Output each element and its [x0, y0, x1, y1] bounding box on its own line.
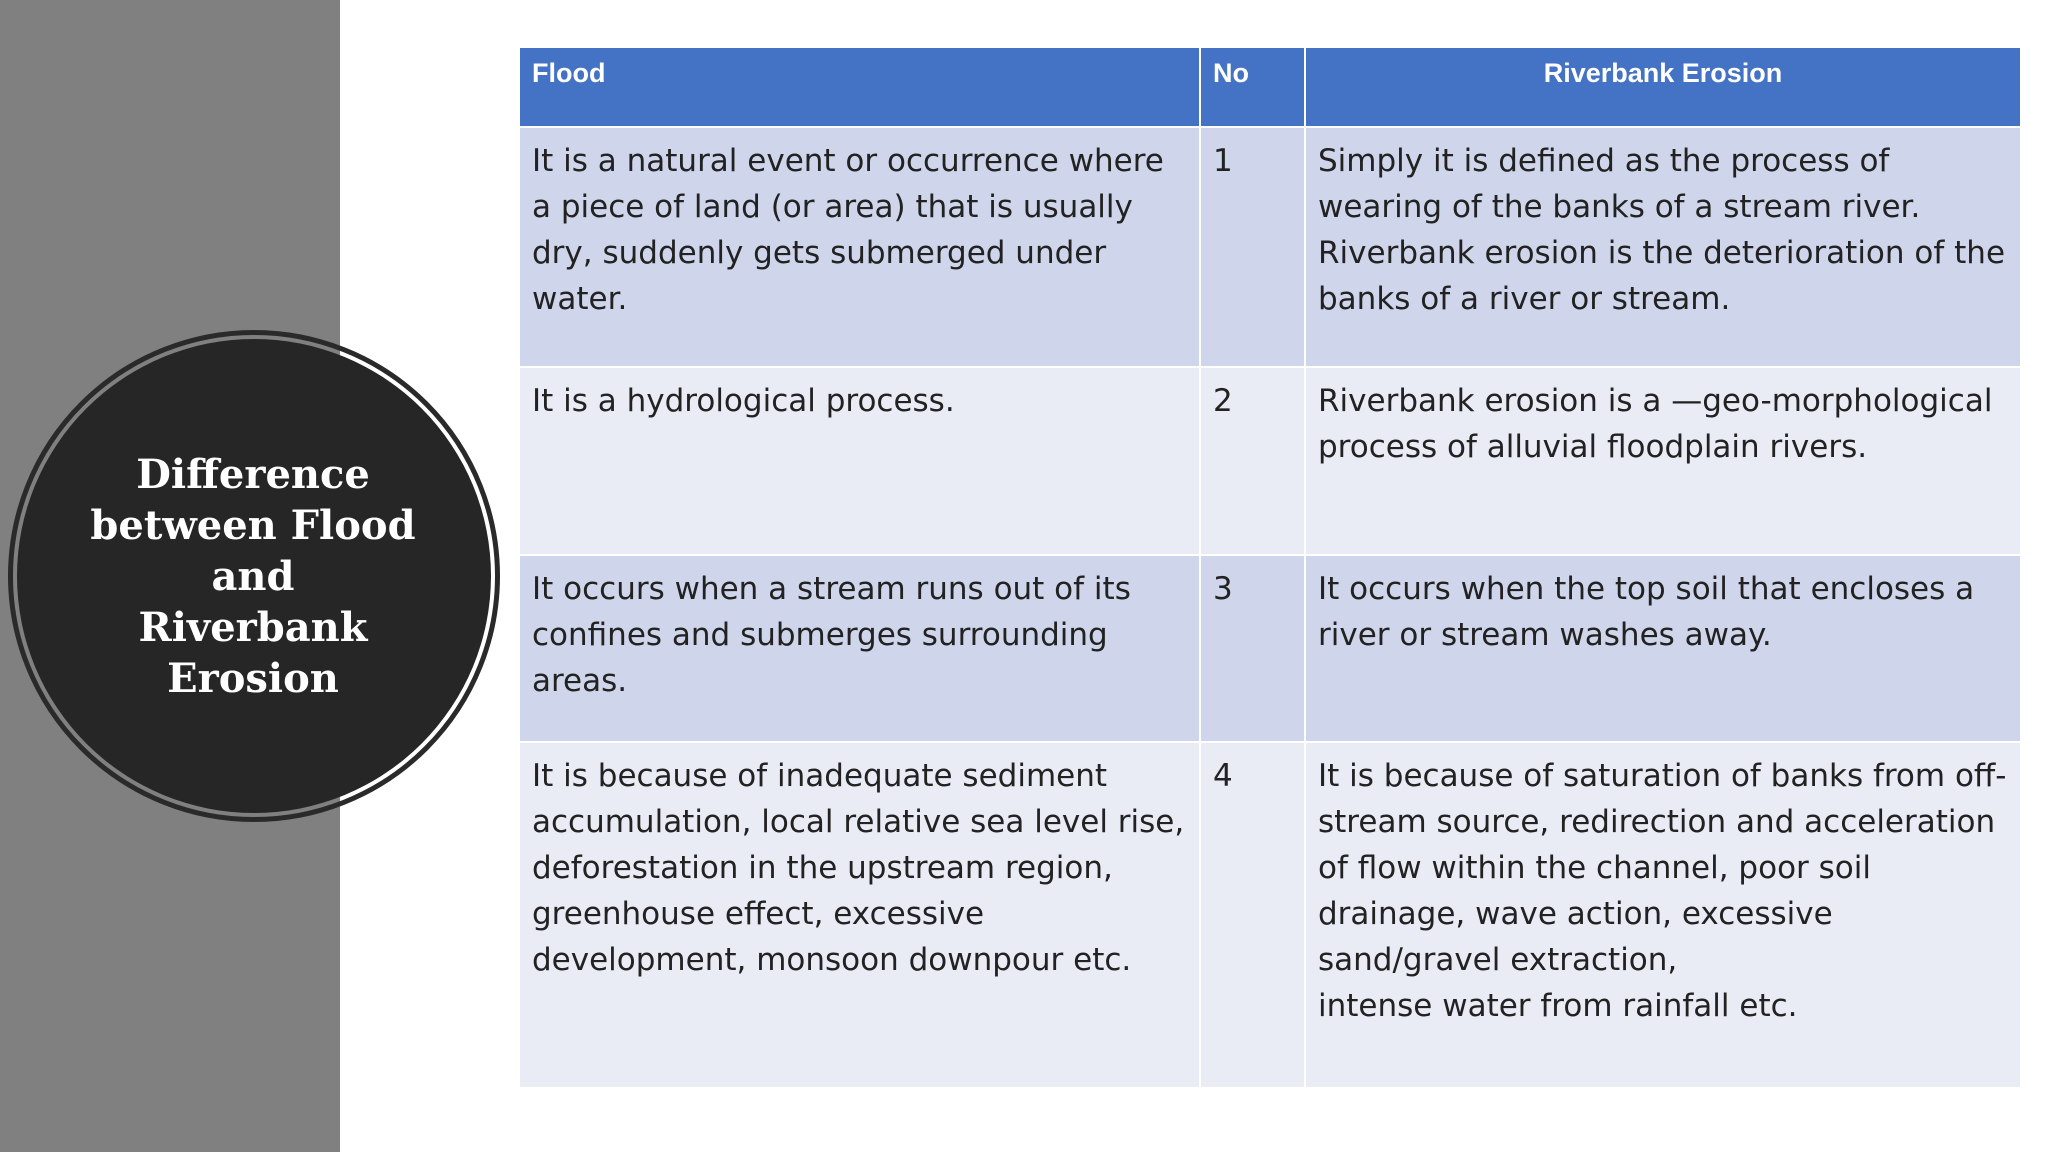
cell-riverbank: [1305, 367, 2021, 555]
slide-title: [88, 449, 418, 704]
cell-riverbank: [1305, 742, 2021, 1088]
cell-text: It is a hydrological process.: [532, 383, 955, 419]
cell-text: It is a natural event or occurrence where a piece of land (or area) that is usually dry, suddenly gets submerged under water.: [532, 143, 1164, 317]
cell-flood: [519, 555, 1200, 742]
title-line: Erosion: [167, 654, 339, 702]
cell-no: [1200, 367, 1305, 555]
comparison-table-container: [518, 46, 2020, 1089]
cell-riverbank: [1305, 555, 2021, 742]
cell-flood: [519, 367, 1200, 555]
cell-text: 4: [1213, 758, 1233, 794]
header-riverbank-erosion: Riverbank Erosion: [1305, 47, 2021, 127]
header-flood: Flood: [519, 47, 1200, 127]
comparison-table: [518, 46, 2022, 1089]
cell-text: Simply it is defined as the process of wearing of the banks of a stream river. Riverbank erosion is the deterioration of the banks of a river or stream.: [1318, 143, 2006, 317]
title-line: Riverbank: [138, 603, 368, 651]
title-line: Difference: [136, 450, 370, 498]
cell-text: 2: [1213, 383, 1233, 419]
cell-text: 3: [1213, 571, 1233, 607]
title-line: between Flood: [90, 501, 416, 549]
cell-no: [1200, 742, 1305, 1088]
cell-riverbank: [1305, 127, 2021, 367]
table-row: [519, 127, 2021, 367]
cell-flood: [519, 742, 1200, 1088]
title-circle: [17, 339, 491, 813]
cell-text: 1: [1213, 143, 1233, 179]
table-row: [519, 555, 2021, 742]
cell-text: Riverbank erosion is a —geo-morphological process of alluvial floodplain rivers.: [1318, 383, 1993, 465]
cell-text: It is because of inadequate sediment accumulation, local relative sea level rise, deforestation in the upstream region, greenhouse effect, excessive development, monsoon downpour etc.: [532, 758, 1185, 978]
cell-no: [1200, 555, 1305, 742]
title-line: and: [211, 552, 295, 600]
table-row: [519, 742, 2021, 1088]
table-header-row: [519, 47, 2021, 127]
cell-no: [1200, 127, 1305, 367]
header-no: No: [1200, 47, 1305, 127]
cell-text: It occurs when a stream runs out of its confines and submerges surrounding areas.: [532, 571, 1131, 699]
cell-flood: [519, 127, 1200, 367]
cell-text: It is because of saturation of banks from off-stream source, redirection and acceleration of flow within the channel, poor soil drainage, wave action, excessive sand/gravel extraction, intense water from rainfall etc.: [1318, 758, 2007, 1024]
cell-text: It occurs when the top soil that encloses a river or stream washes away.: [1318, 571, 1975, 653]
table-row: [519, 367, 2021, 555]
